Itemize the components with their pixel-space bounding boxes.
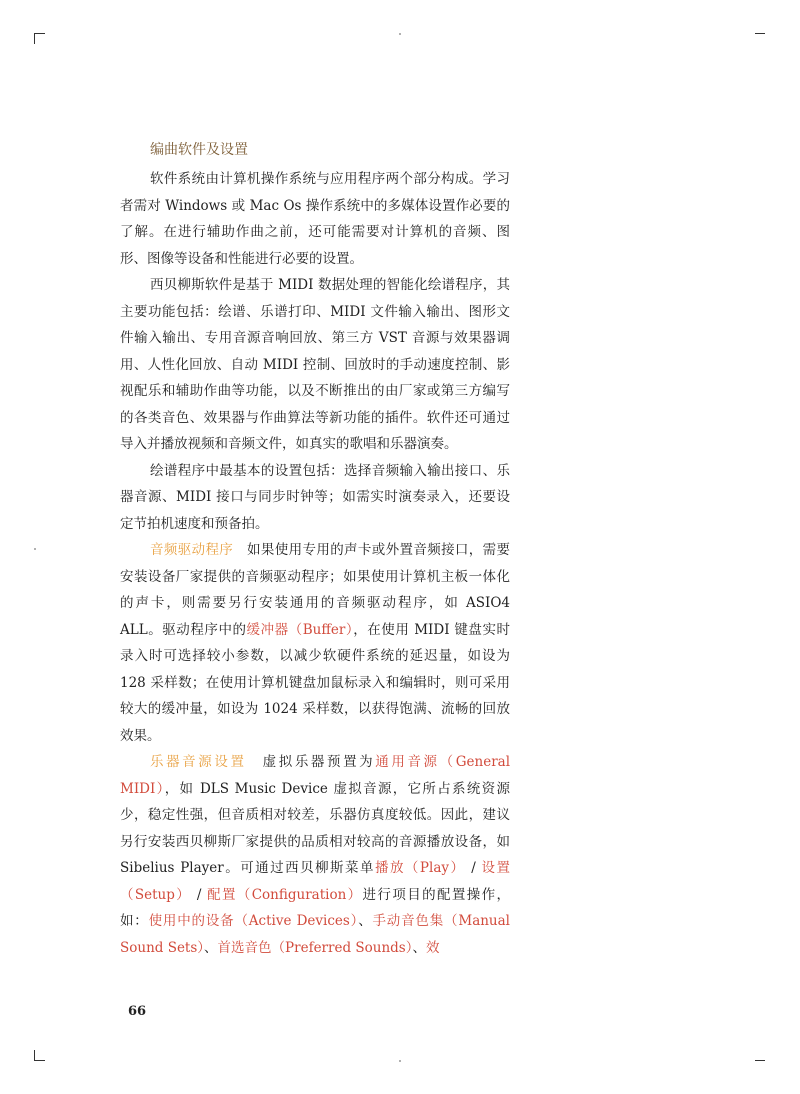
crop-mark-bottom-right [755,1060,765,1061]
crop-mark-bottom-left [34,1050,45,1061]
paragraph-sibelius-features: 西贝柳斯软件是基于 MIDI 数据处理的智能化绘谱程序，其主要功能包括：绘谱、乐谱打印、MIDI 文件输入输出、图形文件输入输出、专用音源音响回放、第三方 VST 音源与效果器调用、人性化回放、自动 MIDI 控制、回放时的手动速度控制、影视配乐和辅助作曲等功能，以及不断推出的由厂家或第三方编写的各类音色、效果器与作曲算法等新功能的插件。软件还可通过导入并播放视频和音频文件，如真实的歌唱和乐器演奏。 [120,277,510,452]
page-body [120,140,510,961]
menu-configuration: 配置（Configuration） [207,886,363,903]
paragraph-audio-driver [120,537,510,749]
crop-mark-top-left [34,33,45,44]
crop-mark-top-right [755,33,765,34]
text-span: 、 [204,939,218,956]
text-span: ，如 DLS Music Device 虚拟音源，它所占系统资源少，稳定性强，但音质相对较差，乐器仿真度较低。因此，建议另行安装西贝柳斯厂家提供的品质相对较高的音源播放设备，如 Sibelius Player。可通过西贝柳斯菜单 [120,780,511,876]
term-preferred-sounds: 首选音色（Preferred Sounds） [217,939,413,956]
text-span: 、 [358,913,373,929]
term-instrument-source: 乐器音源设置 [150,754,247,770]
term-buffer: 缓冲器（Buffer） [246,621,354,638]
text-span: ，在使用 MIDI 键盘实时录入时可选择较小参数，以减少软硬件系统的延迟量，如设为 128 采样数；在使用计算机键盘加鼠标录入和编辑时，则可采用较大的缓冲量，如设为 1024 采样数，以获得饱满、流畅的回放效果。 [120,621,510,744]
registration-dot-top [399,33,401,35]
menu-play: 播放（Play） [374,860,466,876]
term-truncated: 效 [425,939,440,956]
text-span: / [191,886,208,903]
registration-dot-left [34,548,36,550]
text-span: 、 [412,939,426,956]
page-number: 66 [128,1004,147,1019]
paragraph-instrument-source [120,749,510,961]
text-span: 如果使用专用的声卡或外置音频接口，需要安装设备厂家提供的音频驱动程序；如果使用计算机主板一体化的声卡，则需要另行安装通用的音频驱动程序，如 ASIO4 ALL。驱动程序中的 [120,542,511,638]
term-active-devices: 使用中的设备（Active Devices） [148,913,359,929]
section-heading: 编曲软件及设置 [150,142,248,158]
menu-setup: 设置（Setup） [120,860,511,903]
text-span: 进行项目的配置操作，如： [120,886,511,929]
term-audio-driver: 音频驱动程序 [150,542,234,558]
registration-dot-bottom [399,1060,401,1062]
term-general-midi: 通用音源（General MIDI） [120,754,511,797]
paragraph-software-system: 软件系统由计算机操作系统与应用程序两个部分构成。学习者需对 Windows 或 Mac Os 操作系统中的多媒体设置作必要的了解。在进行辅助作曲之前，还可能需要对计算机的音频、图形、图像等设备和性能进行必要的设置。 [120,171,510,267]
term-manual-sound-sets: 手动音色集（Manual Sound Sets） [120,913,510,956]
paragraph-basic-settings: 绘谱程序中最基本的设置包括：选择音频输入输出接口、乐器音源、MIDI 接口与同步时钟等；如需实时演奏录入，还要设定节拍机速度和预备拍。 [120,462,510,532]
text-span: 虚拟乐器预置为 [246,754,376,770]
text-span: / [465,860,482,876]
